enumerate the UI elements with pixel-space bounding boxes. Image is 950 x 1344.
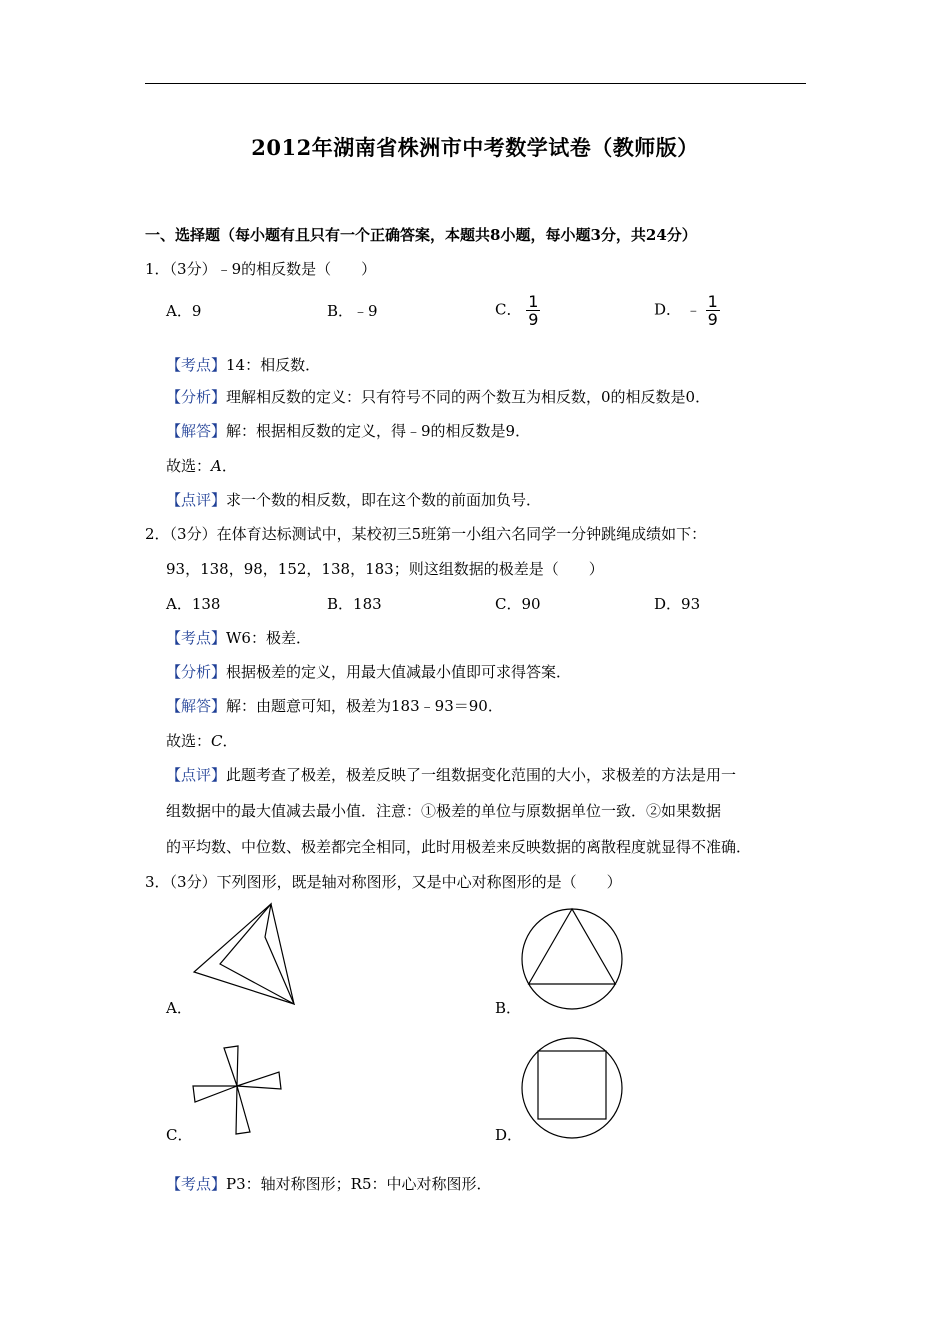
- q1-kaodian: [166, 354, 320, 375]
- kaodian-tag: 【考点】: [166, 356, 227, 374]
- q2-dianping-line1: [166, 764, 736, 785]
- answer-letter: C: [211, 732, 223, 750]
- q2-stem-line1: 2．（3分）在体育达标测试中，某校初三5班第一小组六名同学一分钟跳绳成绩如下：: [145, 525, 707, 543]
- dianping-tag: 【点评】: [166, 491, 227, 509]
- fraction-numerator: 1: [707, 292, 718, 311]
- q1-answer: [166, 455, 237, 476]
- q2-jieda-text: 解：由题意可知，极差为183﹣93＝90．: [226, 697, 503, 715]
- fraction-denominator: 9: [528, 310, 539, 329]
- q2-option-c: C．90: [495, 595, 541, 613]
- q2-option-b: B．183: [327, 595, 382, 613]
- jieda-tag: 【解答】: [166, 697, 227, 715]
- q2-fenxi-text: 根据极差的定义，用最大值减最小值即可求得答案．: [226, 663, 572, 681]
- q2-dianping-line2: 组数据中的最大值减去最小值．注意：①极差的单位与原数据单位一致．②如果数据: [166, 802, 722, 820]
- q1-dianping: [166, 489, 541, 510]
- fenxi-tag: 【分析】: [166, 388, 227, 406]
- q2-option-a: A．138: [166, 595, 221, 613]
- q1-jieda-text: 解：根据相反数的定义，得﹣9的相反数是9．: [226, 422, 531, 440]
- q1-option-c-label: C．: [495, 300, 522, 319]
- fraction-denominator: 9: [707, 310, 718, 329]
- q1-option-d-sign: ﹣: [685, 300, 701, 319]
- q3-option-c: C．: [166, 1126, 193, 1144]
- square-in-circle-figure: [520, 1036, 624, 1140]
- q2-answer: [166, 730, 238, 751]
- q1-option-d: [654, 293, 720, 328]
- q1-fenxi-text: 理解相反数的定义：只有符号不同的两个数互为相反数，0的相反数是0．: [226, 388, 711, 406]
- section-heading: 一、选择题（每小题有且只有一个正确答案，本题共8小题，每小题3分，共24分）: [145, 226, 697, 244]
- q2-stem-line2: 93，138，98，152，138，183；则这组数据的极差是（ ）: [166, 560, 604, 578]
- three-pointed-star-figure: [190, 900, 302, 1008]
- q1-dianping-text: 求一个数的相反数，即在这个数的前面加负号．: [226, 491, 542, 509]
- jieda-tag: 【解答】: [166, 422, 227, 440]
- answer-suffix: ．: [222, 732, 238, 750]
- q1-option-c-fraction: [526, 293, 540, 328]
- q3-option-a: A．: [166, 999, 192, 1017]
- answer-letter: A: [211, 457, 222, 475]
- q1-jieda: [166, 420, 530, 441]
- kaodian-tag: 【考点】: [166, 1175, 227, 1193]
- page-title: 2012年湖南省株洲市中考数学试卷（教师版）: [251, 135, 699, 160]
- fenxi-tag: 【分析】: [166, 663, 227, 681]
- q3-option-d: D．: [495, 1126, 523, 1144]
- q3-kaodian-text: P3：轴对称图形；R5：中心对称图形．: [226, 1175, 492, 1193]
- q1-option-b: B．﹣9: [327, 302, 378, 320]
- q3-kaodian: [166, 1173, 492, 1194]
- triangle-in-circle-figure: [520, 907, 624, 1011]
- answer-suffix: ．: [221, 457, 237, 475]
- fraction-numerator: 1: [528, 292, 539, 311]
- q2-dianping-line3: 的平均数、中位数、极差都完全相同，此时用极差来反映数据的离散程度就显得不准确．: [166, 838, 752, 856]
- q1-stem: 1．（3分）﹣9的相反数是（ ）: [145, 260, 377, 278]
- answer-prefix: 故选：: [166, 732, 212, 750]
- q3-option-b: B．: [495, 999, 522, 1017]
- q2-jieda: [166, 695, 503, 716]
- q2-option-d: D．93: [654, 595, 701, 613]
- q2-fenxi: [166, 661, 571, 682]
- dianping-tag: 【点评】: [166, 766, 227, 784]
- q1-fenxi: [166, 386, 710, 407]
- header-rule: [145, 83, 806, 84]
- q2-kaodian-text: W6：极差．: [226, 629, 311, 647]
- q1-option-d-fraction: [706, 293, 720, 328]
- q1-option-d-label: D．: [654, 300, 682, 319]
- kaodian-tag: 【考点】: [166, 629, 227, 647]
- q1-option-c: [495, 293, 540, 328]
- q1-option-a: A．9: [166, 302, 202, 320]
- pinwheel-figure: [190, 1044, 284, 1136]
- q1-kaodian-text: 14：相反数．: [226, 356, 321, 374]
- q2-dianping-text1: 此题考查了极差，极差反映了一组数据变化范围的大小，求极差的方法是用一: [226, 766, 737, 784]
- answer-prefix: 故选：: [166, 457, 212, 475]
- q2-kaodian: [166, 627, 311, 648]
- q3-stem: 3．（3分）下列图形，既是轴对称图形，又是中心对称图形的是（ ）: [145, 873, 622, 891]
